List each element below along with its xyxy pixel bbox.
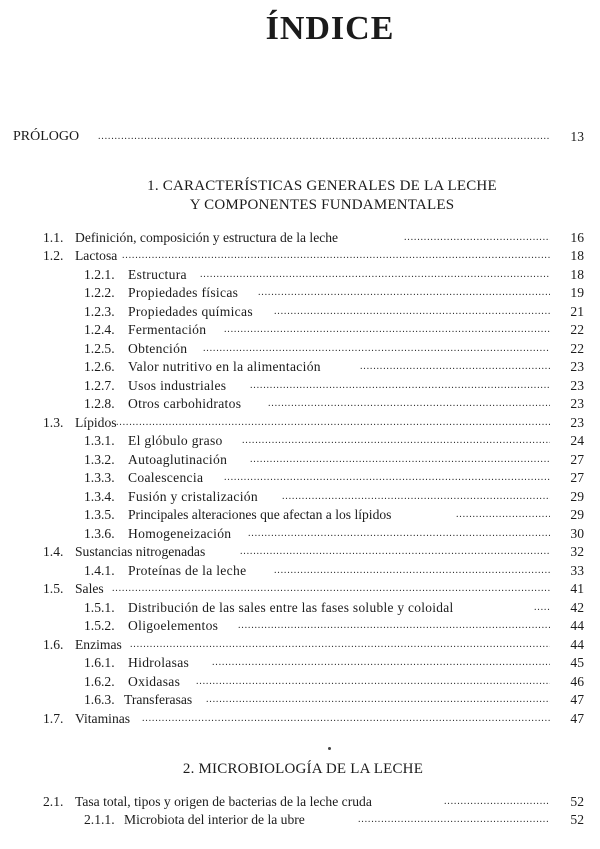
toc-section-number: 1.7. [43,711,64,726]
toc-section-number: 1.6.1. [84,655,115,670]
toc-section-number: 1.3.5. [84,507,115,522]
toc-label: Obtención [128,341,188,356]
toc-entry[interactable] [0,793,600,811]
toc-entry[interactable] [0,617,600,635]
chapter-heading: 2. MICROBIOLOGÍA DE LA LECHE [182,761,424,777]
toc-section-number: 2.1. [43,794,64,809]
toc-section-number: 1.6.2. [84,674,115,689]
toc-page-number: 24 [570,433,584,448]
dot-leader [358,811,550,829]
toc-label: Microbiota del interior de la ubre [124,812,305,827]
toc-label: Tasa total, tipos y origen de bacterias de la leche cruda [75,794,372,809]
dot-leader [248,525,550,543]
toc-section-number: 1.5.2. [84,618,115,633]
toc-page-number: 47 [570,692,584,707]
toc-label: Autoaglutinación [128,452,228,467]
dot-leader [116,414,550,432]
toc-label: Lactosa [75,248,118,263]
toc-label: Otros carbohidratos [128,396,242,411]
toc-label: Principales alteraciones que afectan a los lípidos [128,507,392,522]
toc-entry[interactable] [0,525,600,543]
toc-section-number: 1.3. [43,415,64,430]
toc-section-number: 1.6.3. [84,692,115,707]
toc-label: Lípidos [75,415,117,430]
toc-label: Usos industriales [128,378,227,393]
toc-page-number: 41 [570,581,584,596]
toc-page-number: 30 [570,526,584,541]
toc-label: Valor nutritivo en la alimentación [128,359,321,374]
toc-section-number: 1.2.5. [84,341,115,356]
dot-leader [98,128,550,146]
dot-leader [282,488,550,506]
toc-entry[interactable] [0,469,600,487]
toc-label: Estructura [128,267,187,282]
toc-page-number: 13 [570,129,584,144]
toc-label: Fermentación [128,322,207,337]
toc-entry[interactable] [0,451,600,469]
toc-page-number: 19 [570,285,584,300]
toc-label: Vitaminas [75,711,131,726]
toc-page-number: 52 [570,794,584,809]
toc-entry[interactable] [0,229,600,247]
toc-section-number: 1.2.7. [84,378,115,393]
toc-section-number: 1.2.8. [84,396,115,411]
dot-leader [196,673,550,691]
toc-section-number: 1.5. [43,581,64,596]
toc-page-number: 52 [570,812,584,827]
toc-entry[interactable] [0,247,600,265]
dot-leader [268,395,550,413]
toc-section-number: 1.3.6. [84,526,115,541]
toc-entry[interactable] [0,654,600,672]
toc-label: Hidrolasas [128,655,190,670]
dot-leader [404,229,550,247]
toc-section-number: 1.3.3. [84,470,115,485]
toc-page-number: 27 [570,470,584,485]
toc-label: Sustancias nitrogenadas [75,544,206,559]
toc-page-number: 22 [570,322,584,337]
dot-leader [238,617,550,635]
toc-section-number: 1.3.1. [84,433,115,448]
toc-section-number: 1.2.3. [84,304,115,319]
toc-entry[interactable] [0,303,600,321]
toc-section-number: 1.2.2. [84,285,115,300]
toc-label: PRÓLOGO [13,129,80,144]
chapter-heading-continued: Y COMPONENTES FUNDAMENTALES [189,197,455,213]
toc-label: Propiedades químicas [128,304,253,319]
dot-leader [206,691,550,709]
dot-leader [274,303,550,321]
toc-section-number: 1.5.1. [84,600,115,615]
toc-entry[interactable] [0,321,600,339]
dot-leader [203,340,550,358]
toc-page-number: 16 [570,230,584,245]
dot-leader [274,562,550,580]
toc-entry[interactable] [0,636,600,654]
toc-entry[interactable] [0,691,600,709]
toc-section-number: 1.4. [43,544,64,559]
toc-section-number: 1.3.2. [84,452,115,467]
dot-leader [242,432,550,450]
toc-page-number: 46 [570,674,584,689]
toc-entry[interactable] [0,580,600,598]
dot-leader [360,358,550,376]
toc-label: Oligoelementos [128,618,219,633]
toc-section-number: 1.2.1. [84,267,115,282]
toc-label: Proteínas de la leche [128,563,247,578]
toc-entry[interactable] [0,710,600,728]
dot-leader [456,506,550,524]
dot-leader [250,377,550,395]
dot-leader [224,321,550,339]
toc-entry[interactable] [0,395,600,413]
toc-page-number: 33 [570,563,584,578]
dot-leader [130,636,550,654]
toc-entry[interactable] [0,599,600,617]
dot-leader [240,543,550,561]
toc-page-number: 44 [570,618,584,633]
toc-label: El glóbulo graso [128,433,223,448]
toc-entry[interactable] [0,358,600,376]
dot-leader [212,654,550,672]
toc-page-number: 23 [570,396,584,411]
toc-page-number: 27 [570,452,584,467]
toc-label: Homogeneización [128,526,232,541]
toc-entry[interactable] [0,562,600,580]
toc-entry[interactable] [0,340,600,358]
toc-label: Propiedades físicas [128,285,239,300]
toc-label: Oxidasas [128,674,181,689]
dot-leader [142,710,550,728]
dot-leader [250,451,550,469]
toc-section-number: 1.2. [43,248,64,263]
toc-page-number: 23 [570,415,584,430]
dot-leader [112,580,550,598]
toc-page-number: 23 [570,359,584,374]
toc-page-number: 29 [570,489,584,504]
toc-entry[interactable] [0,811,600,829]
dot-leader [534,599,550,617]
dot-leader [258,284,550,302]
toc-entry[interactable] [0,506,600,524]
toc-entry[interactable] [0,673,600,691]
toc-entry[interactable] [0,266,600,284]
print-speck [328,747,331,750]
toc-page-number: 45 [570,655,584,670]
toc-entry[interactable] [0,488,600,506]
dot-leader [122,247,550,265]
toc-page-number: 18 [570,248,584,263]
toc-entry[interactable] [0,432,600,450]
toc-page-number: 42 [570,600,584,615]
toc-section-number: 1.2.4. [84,322,115,337]
toc-label: Distribución de las sales entre las fases soluble y coloidal [128,600,454,615]
toc-entry-prologue[interactable] [0,128,600,146]
dot-leader [224,469,550,487]
toc-entry[interactable] [0,414,600,432]
toc-page-number: 32 [570,544,584,559]
toc-page-number: 47 [570,711,584,726]
toc-section-number: 1.3.4. [84,489,115,504]
toc-section-number: 2.1.1. [84,812,115,827]
toc-label: Enzimas [75,637,122,652]
toc-entry[interactable] [0,284,600,302]
toc-section-number: 1.4.1. [84,563,115,578]
page-title: ÍNDICE [265,10,395,47]
chapter-heading: 1. CARACTERÍSTICAS GENERALES DE LA LECHE [147,178,497,194]
dot-leader [200,266,550,284]
toc-label: Definición, composición y estructura de la leche [75,230,339,245]
toc-label: Transferasas [124,692,193,707]
toc-entry[interactable] [0,543,600,561]
toc-page-number: 18 [570,267,584,282]
dot-leader [444,793,550,811]
toc-page-number: 21 [570,304,584,319]
toc-entry[interactable] [0,377,600,395]
toc-page-number: 44 [570,637,584,652]
toc-label: Fusión y cristalización [128,489,258,504]
toc-label: Sales [75,581,104,596]
toc-section-number: 1.1. [43,230,64,245]
toc-section-number: 1.2.6. [84,359,115,374]
toc-label: Coalescencia [128,470,204,485]
toc-section-number: 1.6. [43,637,64,652]
toc-page-number: 23 [570,378,584,393]
toc-page-number: 29 [570,507,584,522]
toc-page-number: 22 [570,341,584,356]
